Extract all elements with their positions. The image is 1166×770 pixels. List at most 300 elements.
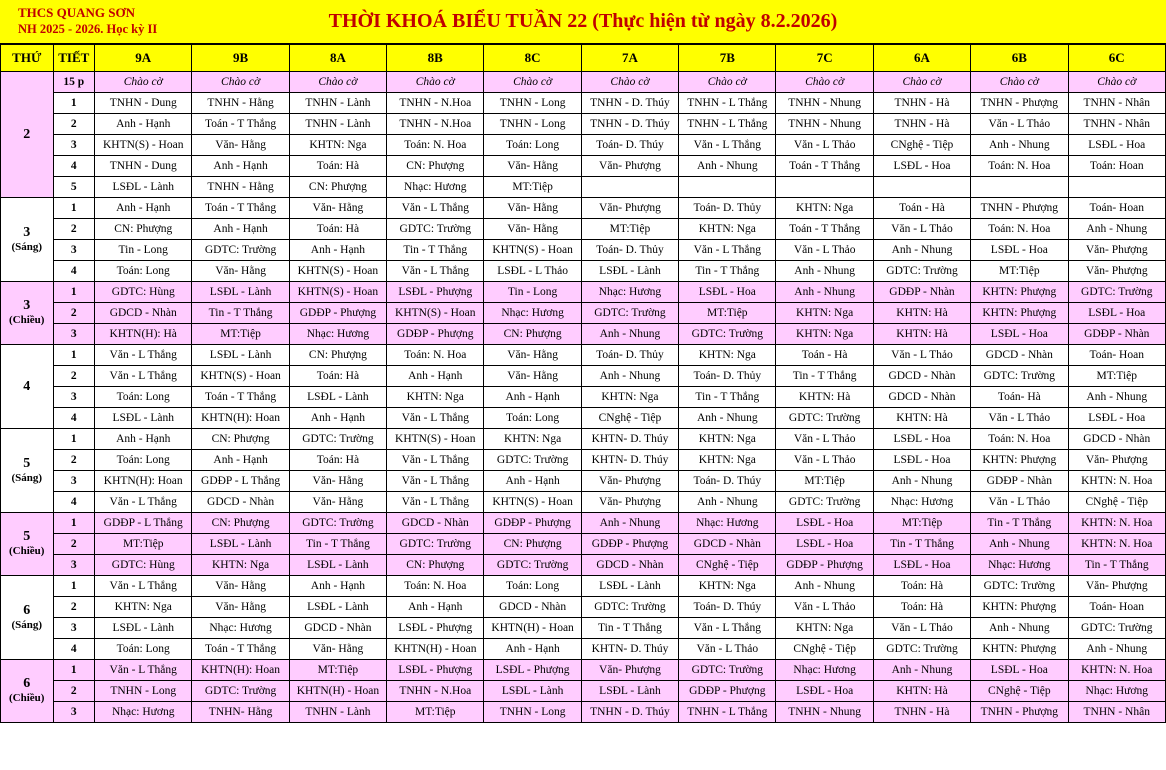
lesson-cell: Tin - Long (95, 240, 192, 261)
lesson-cell: CN: Phượng (289, 345, 386, 366)
lesson-cell: Nhạc: Hương (484, 303, 581, 324)
lesson-cell: GDTC: Trường (387, 219, 484, 240)
lesson-cell: KHTN: Nga (679, 345, 776, 366)
lesson-cell: Toán: Hà (289, 219, 386, 240)
lesson-cell: TNHN - N.Hoa (387, 681, 484, 702)
lesson-cell: Chào cờ (387, 72, 484, 93)
day-session-label: (Sáng) (11, 240, 43, 253)
lesson-cell: TNHN - Dung (95, 93, 192, 114)
day-session-label: (Sáng) (11, 471, 43, 484)
day-label: 3 (23, 224, 31, 240)
period-cell: 1 (53, 93, 95, 114)
lesson-cell: Toán: Long (484, 576, 581, 597)
day-label: 6 (23, 676, 31, 691)
column-header-9b: 9B (192, 45, 289, 72)
period-cell: 2 (53, 450, 95, 471)
lesson-cell: GDĐP - Phượng (387, 324, 484, 345)
lesson-cell: KHTN: Nga (679, 219, 776, 240)
lesson-cell: LSĐL - Hoa (1068, 135, 1166, 156)
lesson-cell: TNHN - Long (484, 114, 581, 135)
timetable (0, 44, 1166, 723)
lesson-cell: LSĐL - Hoa (1068, 303, 1166, 324)
day-label: 5 (23, 529, 31, 544)
lesson-cell: GDTC: Trường (776, 408, 873, 429)
lesson-cell: Anh - Nhung (679, 156, 776, 177)
table-row (1, 72, 1166, 93)
lesson-cell: GDCD - Nhàn (95, 303, 192, 324)
lesson-cell: Văn - L Thắng (387, 198, 484, 219)
lesson-cell: Nhạc: Hương (289, 324, 386, 345)
lesson-cell: CN: Phượng (387, 156, 484, 177)
lesson-cell: Nhạc: Hương (1068, 681, 1166, 702)
lesson-cell: Văn - L Thắng (95, 492, 192, 513)
period-cell: 1 (53, 660, 95, 681)
lesson-cell: Toán- Hoan (1068, 345, 1166, 366)
lesson-cell: Anh - Nhung (971, 618, 1068, 639)
lesson-cell: CNghệ - Tiệp (581, 408, 678, 429)
lesson-cell: KHTN(S) - Hoan (484, 240, 581, 261)
lesson-cell: Toán- D. Thúy (679, 471, 776, 492)
lesson-cell: Toán: Long (484, 408, 581, 429)
lesson-cell: Văn - L Thảo (776, 450, 873, 471)
lesson-cell: Anh - Nhung (581, 324, 678, 345)
column-header-6c: 6C (1068, 45, 1166, 72)
lesson-cell: KHTN(H): Hà (95, 324, 192, 345)
lesson-cell: GDTC: Trường (679, 324, 776, 345)
lesson-cell: LSĐL - Lành (581, 576, 678, 597)
lesson-cell: MT:Tiệp (581, 219, 678, 240)
lesson-cell: Anh - Nhung (776, 576, 873, 597)
lesson-cell: KHTN: Phượng (971, 282, 1068, 303)
lesson-cell: Anh - Nhung (971, 534, 1068, 555)
lesson-cell: Toán- Hà (971, 387, 1068, 408)
lesson-cell: GDTC: Trường (387, 534, 484, 555)
day-cell (1, 429, 54, 513)
lesson-cell: Anh - Nhung (1068, 219, 1166, 240)
lesson-cell: Tin - T Thắng (581, 618, 678, 639)
lesson-cell: Toán: N. Hoa (971, 429, 1068, 450)
column-header-7b: 7B (679, 45, 776, 72)
period-cell: 2 (53, 303, 95, 324)
lesson-cell: Văn - L Thảo (971, 114, 1068, 135)
day-session-label: (Chiều) (9, 692, 45, 704)
lesson-cell: Chào cờ (484, 72, 581, 93)
lesson-cell: KHTN: Nga (289, 135, 386, 156)
lesson-cell: TNHN - Long (484, 93, 581, 114)
lesson-cell: Văn- Phượng (581, 198, 678, 219)
lesson-cell: GDĐP - Phượng (776, 555, 873, 576)
period-cell: 1 (53, 345, 95, 366)
lesson-cell: TNHN - L Thắng (679, 114, 776, 135)
lesson-cell: GDĐP - Nhàn (1068, 324, 1166, 345)
lesson-cell (776, 177, 873, 198)
lesson-cell: GDTC: Trường (776, 492, 873, 513)
lesson-cell: Văn- Hằng (289, 492, 386, 513)
table-row (1, 198, 1166, 219)
lesson-cell: GDTC: Trường (679, 660, 776, 681)
lesson-cell: Văn - L Thắng (679, 240, 776, 261)
lesson-cell: GDCD - Nhàn (581, 555, 678, 576)
lesson-cell: TNHN - L Thắng (679, 93, 776, 114)
lesson-cell: Văn - L Thảo (873, 219, 970, 240)
lesson-cell: GDTC: Trường (289, 513, 386, 534)
lesson-cell: LSĐL - Lành (289, 387, 386, 408)
lesson-cell: Văn- Phượng (1068, 261, 1166, 282)
lesson-cell: KHTN: Hà (873, 681, 970, 702)
lesson-cell: Văn - L Thắng (679, 135, 776, 156)
lesson-cell: KHTN(S) - Hoan (289, 261, 386, 282)
lesson-cell: Văn - L Thắng (95, 576, 192, 597)
lesson-cell: Anh - Hạnh (192, 450, 289, 471)
lesson-cell: Tin - T Thắng (679, 387, 776, 408)
lesson-cell: Văn - L Thảo (971, 408, 1068, 429)
lesson-cell: KHTN: Phượng (971, 597, 1068, 618)
lesson-cell: Nhạc: Hương (873, 492, 970, 513)
lesson-cell: Tin - T Thắng (1068, 555, 1166, 576)
page-header (0, 0, 1166, 44)
lesson-cell: CN: Phượng (192, 429, 289, 450)
lesson-cell: KHTN- D. Thúy (581, 639, 678, 660)
lesson-cell (581, 177, 678, 198)
table-row (1, 555, 1166, 576)
lesson-cell: LSĐL - Phượng (387, 618, 484, 639)
table-row (1, 618, 1166, 639)
day-cell (1, 345, 54, 429)
lesson-cell: Chào cờ (95, 72, 192, 93)
lesson-cell: CN: Phượng (484, 534, 581, 555)
lesson-cell: MT:Tiệp (95, 534, 192, 555)
table-row (1, 261, 1166, 282)
lesson-cell: Chào cờ (289, 72, 386, 93)
lesson-cell: KHTN: N. Hoa (1068, 534, 1166, 555)
lesson-cell: Toán: Hà (289, 156, 386, 177)
school-year: NH 2025 - 2026. Học kỳ II (18, 22, 158, 36)
lesson-cell: Văn- Phượng (1068, 450, 1166, 471)
lesson-cell: Văn - L Thắng (679, 618, 776, 639)
lesson-cell: KHTN(H): Hoan (95, 471, 192, 492)
lesson-cell: Toán: Hoan (1068, 156, 1166, 177)
lesson-cell: TNHN - Hà (873, 114, 970, 135)
lesson-cell: Văn - L Thắng (387, 408, 484, 429)
period-cell: 2 (53, 534, 95, 555)
lesson-cell: KHTN: Nga (776, 324, 873, 345)
table-row (1, 450, 1166, 471)
lesson-cell: Văn- Phượng (581, 156, 678, 177)
lesson-cell: GDCD - Nhàn (1068, 429, 1166, 450)
period-cell: 3 (53, 387, 95, 408)
lesson-cell: MT:Tiệp (484, 177, 581, 198)
lesson-cell: Toán: N. Hoa (387, 576, 484, 597)
lesson-cell: GDTC: Trường (581, 597, 678, 618)
lesson-cell: Chào cờ (776, 72, 873, 93)
lesson-cell (971, 177, 1068, 198)
lesson-cell: Toán - T Thắng (192, 198, 289, 219)
lesson-cell: Toán - T Thắng (192, 639, 289, 660)
day-label: 6 (23, 602, 31, 618)
lesson-cell: LSĐL - Phượng (484, 660, 581, 681)
table-row (1, 324, 1166, 345)
lesson-cell: Toán: Long (95, 261, 192, 282)
lesson-cell: KHTN: Nga (776, 618, 873, 639)
lesson-cell: KHTN: N. Hoa (1068, 660, 1166, 681)
lesson-cell: KHTN(H): Hoan (192, 660, 289, 681)
school-info (18, 4, 157, 38)
lesson-cell: Anh - Nhung (873, 660, 970, 681)
lesson-cell: Anh - Hạnh (95, 114, 192, 135)
lesson-cell: GDTC: Trường (1068, 282, 1166, 303)
lesson-cell: Chào cờ (192, 72, 289, 93)
lesson-cell: GDĐP - Phượng (484, 513, 581, 534)
lesson-cell: Toán- D. Thúy (679, 597, 776, 618)
lesson-cell: MT:Tiệp (873, 513, 970, 534)
lesson-cell: Văn - L Thắng (387, 261, 484, 282)
lesson-cell: TNHN- Hằng (192, 702, 289, 723)
lesson-cell: Văn - L Thảo (776, 135, 873, 156)
lesson-cell: TNHN - Hằng (192, 93, 289, 114)
lesson-cell: Toán: Long (484, 135, 581, 156)
lesson-cell: Anh - Nhung (581, 513, 678, 534)
period-cell: 1 (53, 198, 95, 219)
column-header-8c: 8C (484, 45, 581, 72)
lesson-cell: GDTC: Trường (873, 639, 970, 660)
day-cell (1, 513, 54, 576)
lesson-cell: KHTN: Nga (581, 387, 678, 408)
period-cell: 2 (53, 114, 95, 135)
lesson-cell: Toán: N. Hoa (387, 345, 484, 366)
lesson-cell: Nhạc: Hương (581, 282, 678, 303)
lesson-cell: Anh - Hạnh (387, 597, 484, 618)
lesson-cell: LSĐL - Lành (289, 597, 386, 618)
lesson-cell: KHTN: Hà (873, 408, 970, 429)
day-label: 2 (23, 126, 31, 142)
lesson-cell: Văn- Hằng (192, 576, 289, 597)
lesson-cell: KHTN(S) - Hoan (387, 303, 484, 324)
lesson-cell: GDTC: Trường (484, 450, 581, 471)
lesson-cell: LSĐL - L Thảo (484, 261, 581, 282)
day-label: 3 (23, 298, 31, 313)
lesson-cell: Văn - L Thắng (95, 366, 192, 387)
lesson-cell: KHTN(H): Hoan (192, 408, 289, 429)
lesson-cell: KHTN: Nga (192, 555, 289, 576)
table-header-row (1, 45, 1166, 72)
lesson-cell: GDTC: Trường (971, 576, 1068, 597)
lesson-cell: GDTC: Trường (1068, 618, 1166, 639)
lesson-cell: Văn- Phượng (1068, 576, 1166, 597)
lesson-cell: KHTN: Hà (776, 387, 873, 408)
table-row (1, 240, 1166, 261)
table-row (1, 681, 1166, 702)
lesson-cell (1068, 177, 1166, 198)
lesson-cell: Anh - Hạnh (192, 156, 289, 177)
lesson-cell: TNHN - N.Hoa (387, 114, 484, 135)
lesson-cell: Văn- Phượng (581, 660, 678, 681)
lesson-cell: Toán - T Thắng (776, 156, 873, 177)
lesson-cell: Văn- Hằng (484, 219, 581, 240)
lesson-cell: KHTN: Hà (873, 303, 970, 324)
lesson-cell: GDCD - Nhàn (873, 387, 970, 408)
period-cell: 2 (53, 681, 95, 702)
lesson-cell: Nhạc: Hương (192, 618, 289, 639)
lesson-cell: GDĐP - L Thắng (192, 471, 289, 492)
lesson-cell: MT:Tiệp (971, 261, 1068, 282)
lesson-cell: LSĐL - Phượng (387, 660, 484, 681)
lesson-cell: Anh - Nhung (776, 282, 873, 303)
lesson-cell: TNHN - Phượng (971, 93, 1068, 114)
table-row (1, 387, 1166, 408)
lesson-cell: Chào cờ (581, 72, 678, 93)
lesson-cell: Toán - Hà (873, 198, 970, 219)
column-header-6a: 6A (873, 45, 970, 72)
lesson-cell: LSĐL - Hoa (776, 534, 873, 555)
period-cell: 1 (53, 429, 95, 450)
lesson-cell: GDTC: Trường (971, 366, 1068, 387)
lesson-cell (679, 177, 776, 198)
day-cell (1, 198, 54, 282)
period-cell: 4 (53, 261, 95, 282)
lesson-cell: Nhạc: Hương (776, 660, 873, 681)
lesson-cell: TNHN - Nhung (776, 93, 873, 114)
table-row (1, 597, 1166, 618)
lesson-cell: LSĐL - Lành (581, 261, 678, 282)
lesson-cell: KHTN: Phượng (971, 450, 1068, 471)
lesson-cell: Văn - L Thắng (387, 492, 484, 513)
table-row (1, 471, 1166, 492)
lesson-cell: KHTN: Nga (776, 198, 873, 219)
lesson-cell: Anh - Nhung (679, 408, 776, 429)
period-cell: 2 (53, 219, 95, 240)
period-cell: 4 (53, 492, 95, 513)
lesson-cell: GDĐP - Nhàn (971, 471, 1068, 492)
lesson-cell: Tin - T Thắng (679, 261, 776, 282)
lesson-cell: TNHN - Lành (289, 114, 386, 135)
table-row (1, 366, 1166, 387)
lesson-cell: GDCD - Nhàn (192, 492, 289, 513)
lesson-cell: LSĐL - Lành (95, 408, 192, 429)
lesson-cell: KHTN: N. Hoa (1068, 471, 1166, 492)
day-session-label: (Sáng) (11, 618, 43, 631)
lesson-cell: LSĐL - Lành (95, 177, 192, 198)
lesson-cell: LSĐL - Hoa (971, 324, 1068, 345)
lesson-cell: Toán- D. Thúy (581, 135, 678, 156)
lesson-cell: Văn- Hằng (289, 639, 386, 660)
lesson-cell: Văn- Hằng (484, 198, 581, 219)
column-header-9a: 9A (95, 45, 192, 72)
lesson-cell: Văn- Hằng (484, 345, 581, 366)
lesson-cell: CNghệ - Tiệp (971, 681, 1068, 702)
lesson-cell: KHTN: Phượng (971, 303, 1068, 324)
lesson-cell: Anh - Hạnh (484, 387, 581, 408)
lesson-cell: Văn- Hằng (192, 261, 289, 282)
day-cell (1, 282, 54, 345)
period-cell: 1 (53, 282, 95, 303)
lesson-cell: Toán- D. Thủy (581, 240, 678, 261)
lesson-cell: Toán- Hoan (1068, 198, 1166, 219)
lesson-cell: LSĐL - Lành (581, 681, 678, 702)
table-row (1, 156, 1166, 177)
lesson-cell: Tin - T Thắng (971, 513, 1068, 534)
lesson-cell: GDTC: Trường (873, 261, 970, 282)
lesson-cell: Văn- Hằng (484, 156, 581, 177)
lesson-cell: LSĐL - Hoa (776, 681, 873, 702)
day-cell (1, 72, 54, 198)
lesson-cell: Văn - L Thắng (387, 471, 484, 492)
lesson-cell: LSĐL - Hoa (873, 429, 970, 450)
lesson-cell: KHTN: Nga (679, 450, 776, 471)
lesson-cell: GDĐP - Phượng (289, 303, 386, 324)
lesson-cell: Toán - T Thắng (192, 114, 289, 135)
column-header-8b: 8B (387, 45, 484, 72)
lesson-cell: Anh - Nhung (873, 471, 970, 492)
lesson-cell: MT:Tiệp (679, 303, 776, 324)
lesson-cell: KHTN: Nga (484, 429, 581, 450)
lesson-cell: CNghệ - Tiệp (679, 555, 776, 576)
lesson-cell: GDTC: Trường (581, 303, 678, 324)
lesson-cell: LSĐL - Hoa (776, 513, 873, 534)
lesson-cell: KHTN(S) - Hoan (192, 366, 289, 387)
lesson-cell: LSĐL - Hoa (971, 660, 1068, 681)
lesson-cell: Tin - T Thắng (192, 303, 289, 324)
lesson-cell: KHTN(S) - Hoan (95, 135, 192, 156)
lesson-cell: Nhạc: Hương (95, 702, 192, 723)
period-cell: 3 (53, 324, 95, 345)
period-cell: 3 (53, 555, 95, 576)
lesson-cell: MT:Tiệp (192, 324, 289, 345)
table-row (1, 219, 1166, 240)
period-cell: 5 (53, 177, 95, 198)
column-header-tiết: TIẾT (53, 45, 95, 72)
lesson-cell: KHTN(S) - Hoan (289, 282, 386, 303)
lesson-cell: GDĐP - Phượng (679, 681, 776, 702)
lesson-cell: CN: Phượng (484, 324, 581, 345)
lesson-cell: Toán - Hà (776, 345, 873, 366)
lesson-cell: CNghệ - Tiệp (873, 135, 970, 156)
lesson-cell: GDTC: Trường (192, 681, 289, 702)
lesson-cell: Anh - Hạnh (289, 240, 386, 261)
lesson-cell: Anh - Hạnh (289, 576, 386, 597)
lesson-cell: TNHN - D. Thúy (581, 93, 678, 114)
lesson-cell: GDTC: Trường (192, 240, 289, 261)
period-cell: 3 (53, 240, 95, 261)
lesson-cell: TNHN - D. Thúy (581, 114, 678, 135)
lesson-cell: TNHN - Phượng (971, 198, 1068, 219)
lesson-cell: TNHN - N.Hoa (387, 93, 484, 114)
period-cell: 15 p (53, 72, 95, 93)
lesson-cell: LSĐL - Phượng (387, 282, 484, 303)
column-header-7a: 7A (581, 45, 678, 72)
lesson-cell: Toán- Hoan (1068, 597, 1166, 618)
table-row (1, 303, 1166, 324)
lesson-cell: LSĐL - Lành (289, 555, 386, 576)
lesson-cell: GDĐP - Nhàn (873, 282, 970, 303)
day-session-label: (Chiều) (9, 314, 45, 326)
period-cell: 2 (53, 366, 95, 387)
lesson-cell: Nhạc: Hương (387, 177, 484, 198)
lesson-cell: GDTC: Hùng (95, 282, 192, 303)
period-cell: 4 (53, 156, 95, 177)
lesson-cell: Văn- Phượng (581, 492, 678, 513)
table-row (1, 660, 1166, 681)
lesson-cell: Anh - Hạnh (484, 639, 581, 660)
lesson-cell: Văn - L Thảo (679, 639, 776, 660)
lesson-cell: CN: Phượng (289, 177, 386, 198)
lesson-cell: Nhạc: Hương (971, 555, 1068, 576)
lesson-cell: Toán: Hà (873, 576, 970, 597)
column-header-8a: 8A (289, 45, 386, 72)
lesson-cell: TNHN - Nhung (776, 702, 873, 723)
lesson-cell: Anh - Nhung (1068, 639, 1166, 660)
lesson-cell: Anh - Hạnh (95, 198, 192, 219)
lesson-cell: KHTN: Nga (95, 597, 192, 618)
